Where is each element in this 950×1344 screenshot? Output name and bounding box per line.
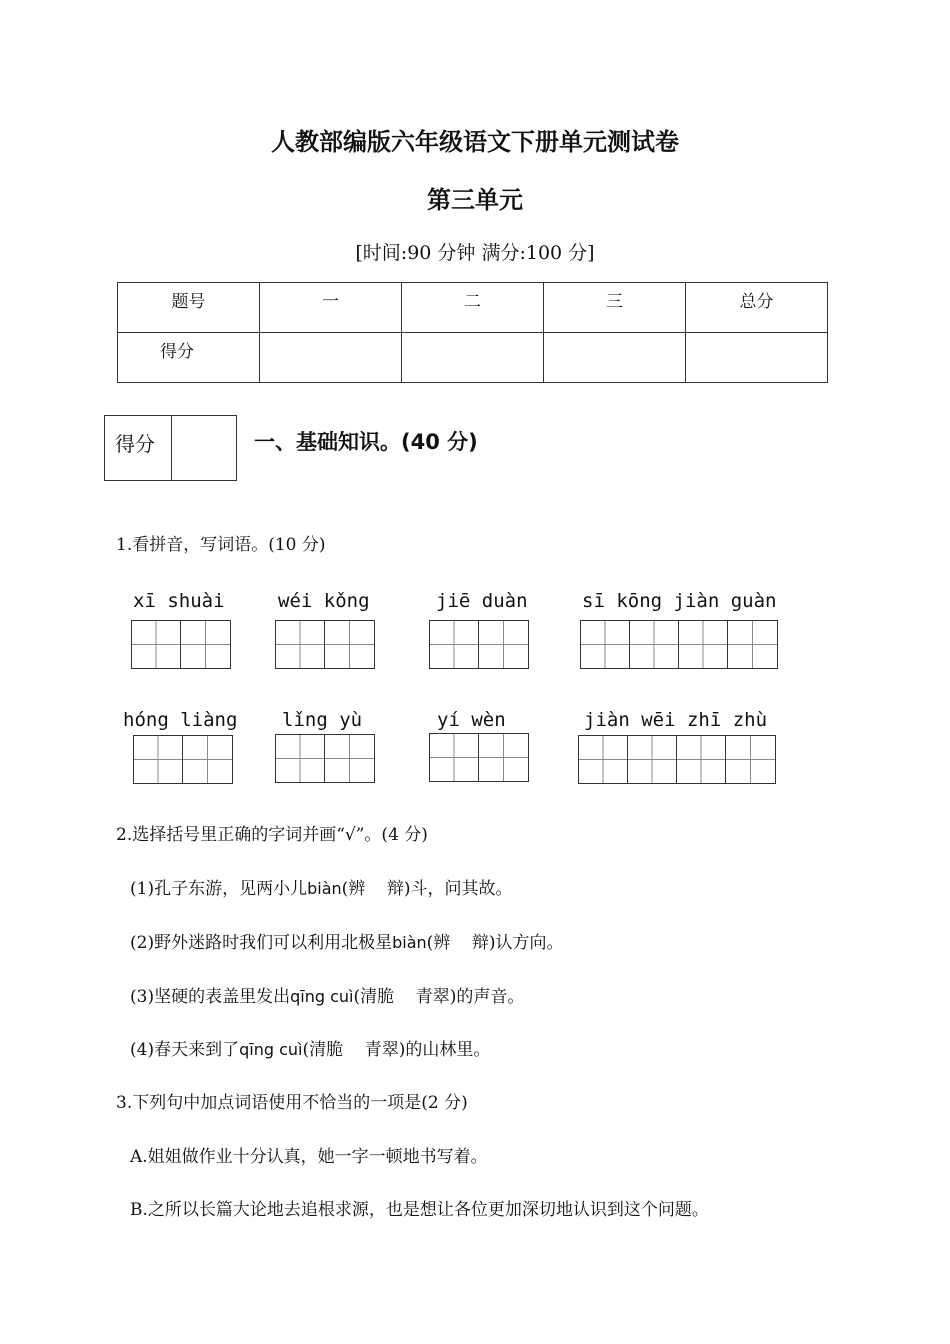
- pinyin-label: jiàn wēi zhī zhù: [584, 709, 768, 731]
- choice-options[interactable]: (清脆 青翠): [302, 1040, 406, 1060]
- grid-cell[interactable]: [276, 735, 325, 782]
- item-text: (4)春天来到了: [130, 1040, 240, 1060]
- grid-cell[interactable]: [325, 621, 374, 668]
- question-3-option-b[interactable]: B.之所以长篇大论地去追根求源，也是想让各位更加深切地认识到这个问题。: [130, 1200, 709, 1220]
- grid-cell[interactable]: [628, 736, 677, 783]
- grid-cell[interactable]: [325, 735, 374, 782]
- item-text: 的山林里。: [405, 1040, 491, 1060]
- pinyin-label: jiē duàn: [436, 590, 528, 612]
- pinyin-label: yí wèn: [437, 709, 506, 731]
- grid-cell[interactable]: [183, 736, 232, 783]
- question-3-option-a[interactable]: A.姐姐做作业十分认真，她一字一顿地书写着。: [130, 1147, 488, 1167]
- section-score-box: [104, 415, 237, 481]
- grid-cell[interactable]: [132, 621, 181, 668]
- question-2-item: [130, 982, 524, 1007]
- score-row-label: 得分: [118, 333, 260, 383]
- grid-cell[interactable]: [276, 621, 325, 668]
- score-entry-cell[interactable]: [686, 333, 828, 383]
- grid-cell[interactable]: [479, 734, 528, 781]
- item-text: (3)坚硬的表盖里发出: [130, 987, 291, 1007]
- item-text: (1)孔子东游，见两小儿: [130, 879, 308, 899]
- item-pinyin: biàn: [307, 879, 342, 898]
- grid-cell[interactable]: [728, 621, 777, 668]
- section-score-label: 得分: [105, 416, 172, 480]
- item-pinyin: qīng cuì: [290, 987, 354, 1006]
- score-table: [117, 282, 828, 383]
- writing-grid[interactable]: [429, 620, 529, 669]
- score-entry-cell[interactable]: [260, 333, 402, 383]
- writing-grid[interactable]: [133, 735, 233, 784]
- writing-grid[interactable]: [578, 735, 776, 784]
- grid-cell[interactable]: [579, 736, 628, 783]
- pinyin-label: lǐng yù: [282, 709, 363, 731]
- item-text: (2)野外迷路时我们可以利用北极星: [130, 933, 393, 953]
- unit-subtitle: 第三单元: [427, 186, 523, 214]
- question-2-item: [130, 874, 513, 899]
- item-text: 的声音。: [456, 987, 525, 1007]
- writing-grid[interactable]: [580, 620, 778, 669]
- grid-cell[interactable]: [679, 621, 728, 668]
- writing-grid[interactable]: [275, 620, 375, 669]
- score-header-cell: 一: [260, 283, 402, 333]
- question-2-item: [130, 1035, 490, 1060]
- grid-cell[interactable]: [630, 621, 679, 668]
- item-text: 认方向。: [495, 933, 564, 953]
- grid-cell[interactable]: [581, 621, 630, 668]
- pinyin-label: sī kōng jiàn guàn: [582, 590, 777, 612]
- grid-cell[interactable]: [677, 736, 726, 783]
- item-pinyin: biàn: [392, 933, 427, 952]
- grid-cell[interactable]: [430, 621, 479, 668]
- question-2-item: [130, 928, 564, 953]
- grid-cell[interactable]: [134, 736, 183, 783]
- grid-cell[interactable]: [181, 621, 230, 668]
- pinyin-label: wéi kǒng: [278, 590, 370, 612]
- writing-grid[interactable]: [429, 733, 529, 782]
- question-2-prompt: 2.选择括号里正确的字词并画“√”。(4 分): [116, 825, 428, 845]
- time-info: [时间:90 分钟 满分:100 分]: [355, 242, 595, 264]
- grid-cell[interactable]: [726, 736, 775, 783]
- score-header-cell: 题号: [118, 283, 260, 333]
- question-3-prompt: 3.下列句中加点词语使用不恰当的一项是(2 分): [116, 1093, 468, 1113]
- section-title: 一、基础知识。(40 分): [254, 430, 478, 454]
- page-title: 人教部编版六年级语文下册单元测试卷: [271, 128, 679, 156]
- score-header-cell: 二: [402, 283, 544, 333]
- writing-grid[interactable]: [131, 620, 231, 669]
- score-entry-cell[interactable]: [402, 333, 544, 383]
- choice-options[interactable]: (清脆 青翠): [353, 987, 457, 1007]
- writing-grid[interactable]: [275, 734, 375, 783]
- score-header-cell: 总分: [686, 283, 828, 333]
- item-text: 斗，问其故。: [410, 879, 513, 899]
- question-1-prompt: 1.看拼音，写词语。(10 分): [116, 535, 326, 555]
- score-header-cell: 三: [544, 283, 686, 333]
- choice-options[interactable]: (辨 辩): [341, 879, 411, 899]
- item-pinyin: qīng cuì: [239, 1040, 303, 1059]
- choice-options[interactable]: (辨 辩): [426, 933, 496, 953]
- grid-cell[interactable]: [430, 734, 479, 781]
- grid-cell[interactable]: [479, 621, 528, 668]
- score-entry-cell[interactable]: [544, 333, 686, 383]
- pinyin-label: hóng liàng: [123, 709, 238, 731]
- pinyin-label: xī shuài: [133, 590, 225, 612]
